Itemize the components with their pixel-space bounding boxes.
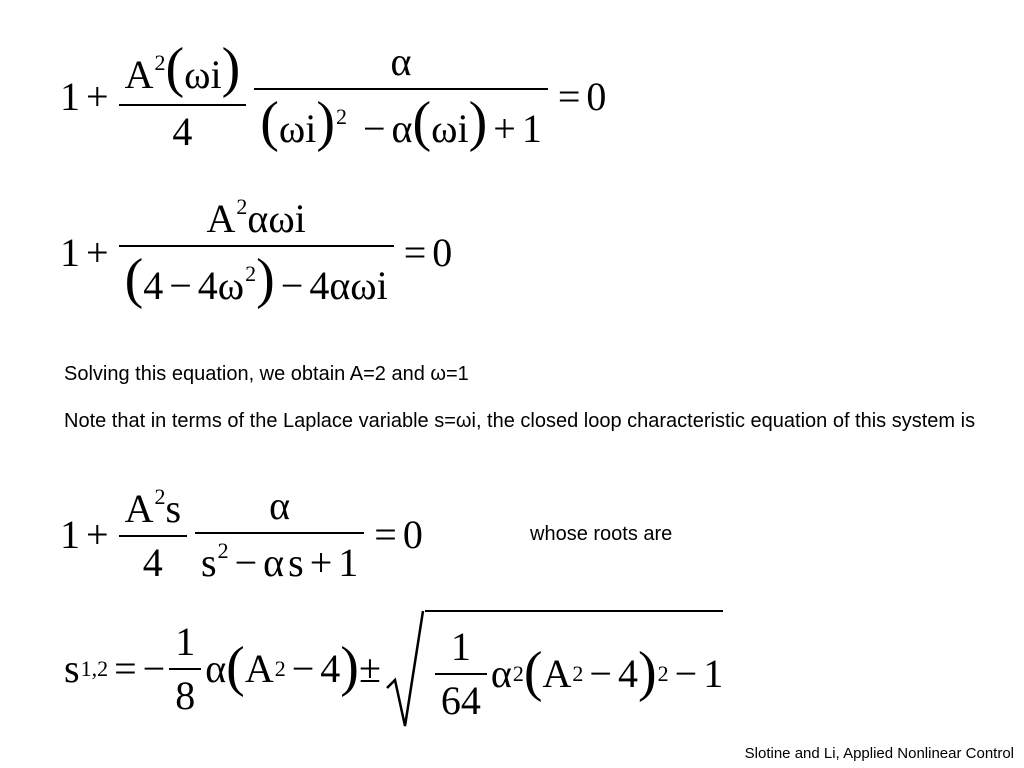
eq1-fraction-a (119, 37, 247, 154)
eq4-subscript: 1,2 (80, 656, 109, 681)
eq1-fraction-a-numerator: $A^2(\omega i)$ (124, 37, 241, 99)
roots-text: whose roots are (530, 523, 673, 545)
solving-text: Solving this equation, we obtain A=2 and ω=1 (64, 363, 469, 385)
eq2-one: 1 (60, 229, 80, 275)
eq1-fraction-b (254, 39, 548, 153)
eq3-fraction-b (195, 483, 364, 585)
eq3-zero: 0 (402, 511, 423, 557)
equation-3 (60, 483, 423, 585)
equation-2 (60, 196, 452, 309)
eq1-equals: = (557, 74, 581, 119)
eq4-s: s (64, 646, 80, 691)
eq3-one: 1 (60, 511, 80, 557)
eq1-fraction-a-denominator: 4 (172, 109, 193, 154)
eq1-plus: + (86, 74, 109, 119)
eq4-fraction-64th: $\frac{1}{64}$ (435, 627, 487, 721)
eq1-zero: 0 (586, 74, 607, 119)
eq4-equals: = (114, 646, 137, 691)
eq2-fraction (119, 196, 394, 309)
note-paragraph: Note that in terms of the Laplace variable s=ωi, the closed loop characteristic equation of this system is (64, 410, 976, 432)
radical-sign-icon (385, 610, 425, 728)
eq2-equals: = (403, 229, 427, 275)
eq2-numerator: $A^2\alpha\omega i$ (206, 194, 306, 241)
eq2-denominator: $(4 - 4\omega^2) - 4\alpha\omega i$ (124, 248, 388, 310)
eq4-minus: − (142, 646, 166, 691)
equation-1 (60, 37, 607, 154)
eq4-sqrt (385, 610, 723, 728)
eq3-equals: = (374, 511, 397, 557)
eq2-plus: + (86, 229, 109, 275)
eq3-fraction-a-numerator: $A^2s$ (124, 484, 182, 531)
eq1-fraction-b-denominator: $(\omega i)^2 - \alpha(\omega i) + 1$ (260, 91, 542, 153)
eq1-fraction-b-numerator: α (390, 39, 412, 84)
eq3-fraction-a (119, 486, 187, 583)
eq3-plus: + (86, 511, 109, 557)
citation: Slotine and Li, Applied Nonlinear Control (744, 745, 1014, 762)
eq2-zero: 0 (432, 229, 453, 275)
eq3-fraction-b-numerator: α (269, 483, 291, 528)
eq3-fraction-a-denominator: 4 (142, 540, 163, 585)
eq4-fraction-eighth: $\frac{1}{8}$ (169, 622, 201, 716)
eq1-one: 1 (60, 74, 80, 119)
eq4-radicand: $\frac{1}{64}$ α 2 ( A 2 − 4 ) 2 − 1 (425, 610, 723, 728)
eq3-fraction-b-denominator: $s^2 - \alpha$ s + 1 (201, 538, 359, 585)
eq4-plus-minus: ± (358, 646, 381, 691)
equation-4: s 1,2 = − $\frac{1}{8}$ α ( A 2 − 4 ) ± $\frac{1}{64}$ α 2 ( A 2 − 4 ) 2 − 1 (64, 610, 723, 728)
